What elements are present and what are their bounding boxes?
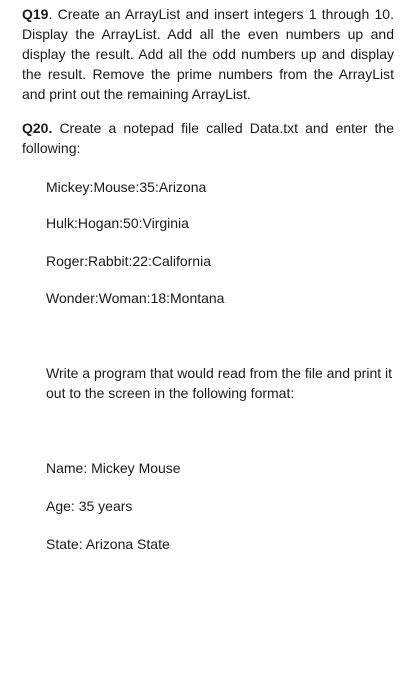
output-line-state: State: Arizona State <box>46 536 170 552</box>
instruction-text: Write a program that would read from the file and print it out to the screen in the following format: <box>46 365 393 401</box>
question-19-number: Q19 <box>22 6 49 22</box>
question-19 <box>22 4 394 104</box>
question-20 <box>22 118 394 158</box>
output-line-name: Name: Mickey Mouse <box>46 460 181 476</box>
data-line-4: Wonder:Woman:18:Montana <box>46 290 225 306</box>
data-line-3: Roger:Rabbit:22:California <box>46 253 211 269</box>
question-20-number: Q20. <box>22 120 53 136</box>
output-line-age: Age: 35 years <box>46 498 133 514</box>
data-line-1: Mickey:Mouse:35:Arizona <box>46 179 207 195</box>
question-19-text: . Create an ArrayList and insert integers 1 through 10. Display the ArrayList. Add all the even numbers up and display the result. Add all the odd numbers up and display the result. Remove the prime numbers from the ArrayList and print out the remaining ArrayList. <box>22 6 394 102</box>
question-20-text: Create a notepad file called Data.txt and enter the following: <box>22 120 394 156</box>
data-line-2: Hulk:Hogan:50:Virginia <box>46 215 189 231</box>
